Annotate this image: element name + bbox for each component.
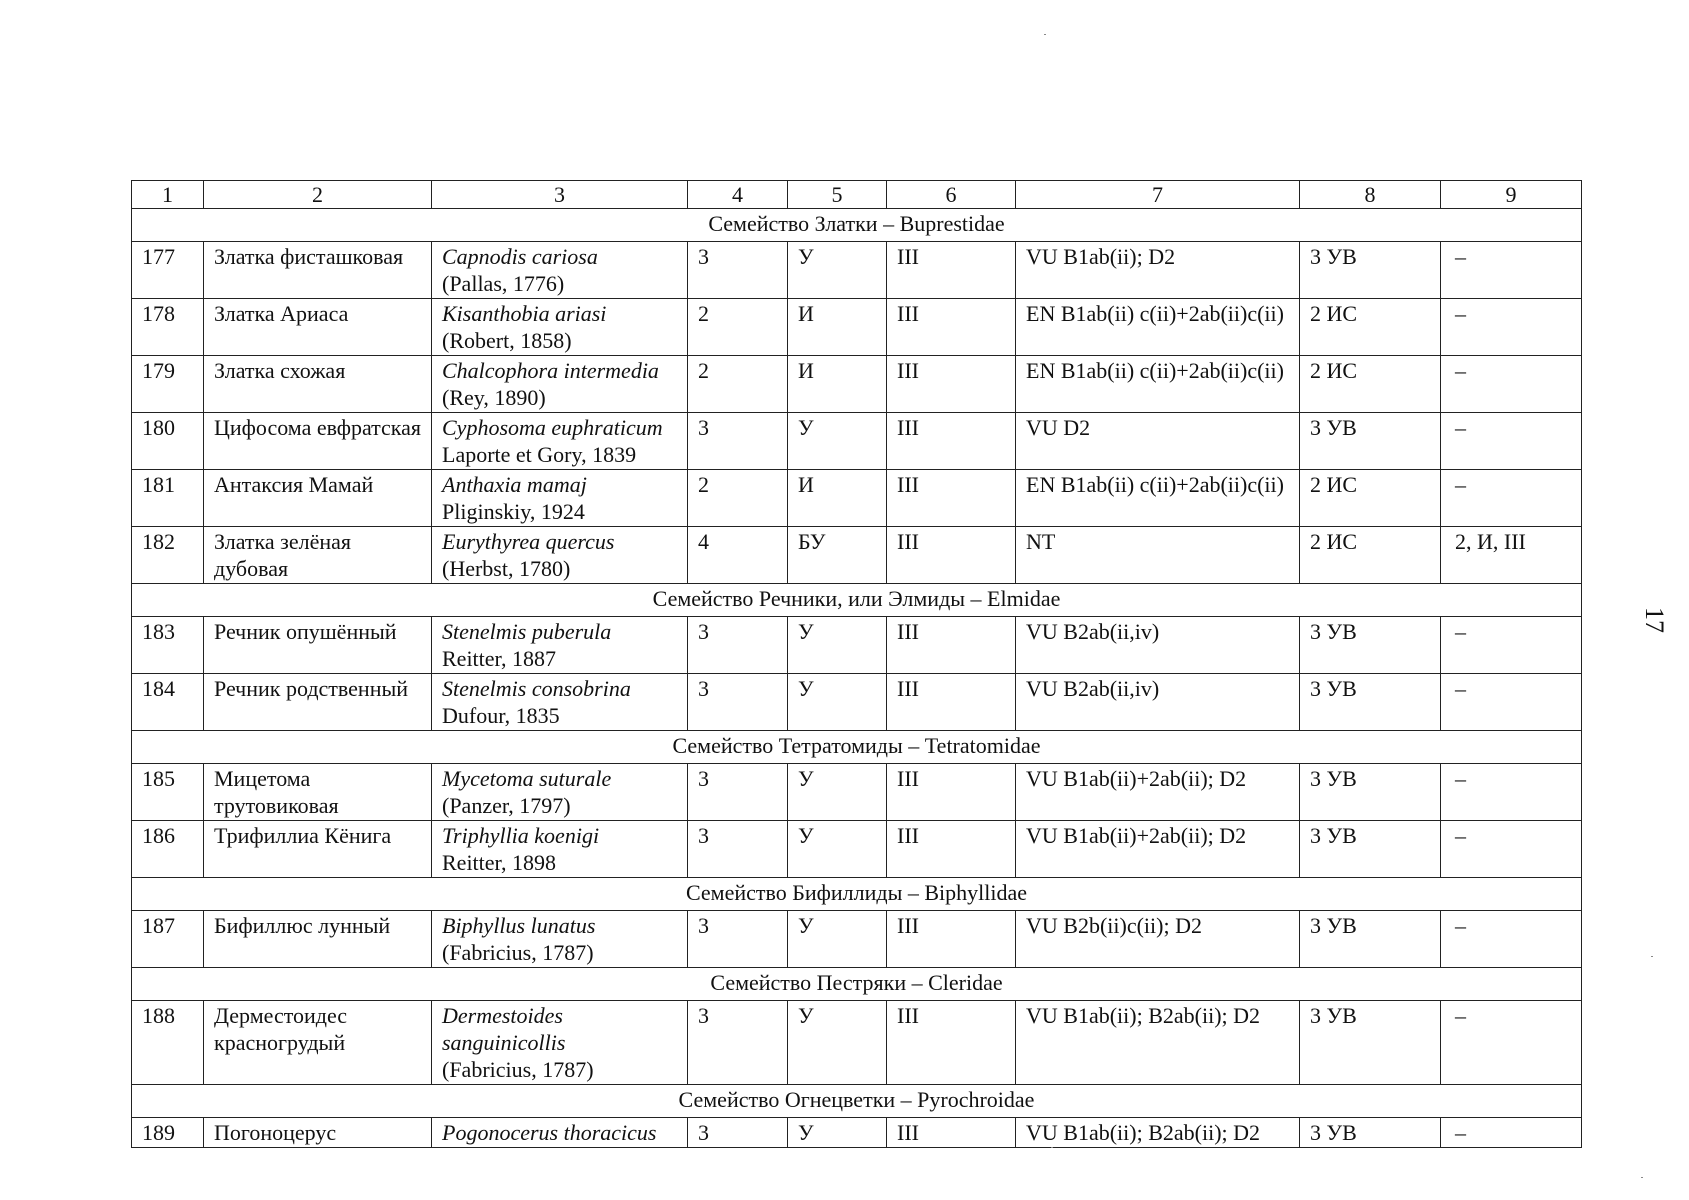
column-4-value: 3 xyxy=(688,674,788,731)
russian-name: Златка Ариаса xyxy=(204,299,432,356)
scientific-name xyxy=(432,821,688,878)
latin-name: Biphyllus lunatus xyxy=(442,913,596,938)
column-4-value: 2 xyxy=(688,299,788,356)
taxon-author: (Fabricius, 1787) xyxy=(442,1057,594,1082)
column-4-value: 3 xyxy=(688,1001,788,1085)
column-5-value: У xyxy=(788,413,887,470)
column-number: 2 xyxy=(204,181,432,209)
latin-name: Eurythyrea quercus xyxy=(442,529,615,554)
family-title: Семейство Огнецветки – Pyrochroidae xyxy=(132,1085,1582,1118)
row-number: 184 xyxy=(132,674,204,731)
column-4-value: 3 xyxy=(688,1118,788,1148)
scan-speck xyxy=(1051,1147,1053,1148)
column-7-value: EN B1ab(ii) c(ii)+2ab(ii)c(ii) xyxy=(1016,299,1300,356)
taxon-author: (Herbst, 1780) xyxy=(442,556,571,581)
column-6-value: III xyxy=(887,821,1016,878)
row-number: 186 xyxy=(132,821,204,878)
row-number: 180 xyxy=(132,413,204,470)
column-6-value: III xyxy=(887,413,1016,470)
column-6-value: III xyxy=(887,764,1016,821)
column-8-value: 3 УВ xyxy=(1300,1001,1441,1085)
column-number: 5 xyxy=(788,181,887,209)
column-4-value: 3 xyxy=(688,413,788,470)
column-number: 1 xyxy=(132,181,204,209)
column-7-value: VU B1ab(ii); D2 xyxy=(1016,242,1300,299)
row-number: 181 xyxy=(132,470,204,527)
column-8-value: 3 УВ xyxy=(1300,821,1441,878)
latin-name: Stenelmis puberula xyxy=(442,619,612,644)
scientific-name xyxy=(432,674,688,731)
column-number: 9 xyxy=(1441,181,1582,209)
page-number: 17 xyxy=(1640,607,1669,633)
species-table xyxy=(131,180,1582,1148)
column-9-value: – xyxy=(1441,413,1582,470)
scientific-name xyxy=(432,413,688,470)
taxon-author: Dufour, 1835 xyxy=(442,703,560,728)
column-4-value: 3 xyxy=(688,821,788,878)
row-number: 182 xyxy=(132,527,204,584)
column-5-value: БУ xyxy=(788,527,887,584)
scientific-name xyxy=(432,911,688,968)
table-row xyxy=(132,617,1582,674)
taxon-author: Laporte et Gory, 1839 xyxy=(442,442,637,467)
scientific-name xyxy=(432,242,688,299)
column-4-value: 2 xyxy=(688,356,788,413)
column-9-value: – xyxy=(1441,1118,1582,1148)
column-7-value: VU B2ab(ii,iv) xyxy=(1016,674,1300,731)
column-6-value: III xyxy=(887,242,1016,299)
russian-name: Речник опушённый xyxy=(204,617,432,674)
row-number: 178 xyxy=(132,299,204,356)
column-7-value: VU D2 xyxy=(1016,413,1300,470)
family-title: Семейство Пестряки – Cleridae xyxy=(132,968,1582,1001)
row-number: 177 xyxy=(132,242,204,299)
taxon-author: (Panzer, 1797) xyxy=(442,793,571,818)
table-row xyxy=(132,821,1582,878)
russian-name: Златка зелёная дубовая xyxy=(204,527,432,584)
russian-name: Мицетома трутовиковая xyxy=(204,764,432,821)
row-number: 185 xyxy=(132,764,204,821)
column-9-value: – xyxy=(1441,911,1582,968)
column-8-value: 3 УВ xyxy=(1300,1118,1441,1148)
latin-name: Stenelmis consobrina xyxy=(442,676,631,701)
column-4-value: 3 xyxy=(688,764,788,821)
column-6-value: III xyxy=(887,1118,1016,1148)
column-7-value: VU B1ab(ii); B2ab(ii); D2 xyxy=(1016,1118,1300,1148)
column-5-value: У xyxy=(788,911,887,968)
latin-name: Capnodis cariosa xyxy=(442,244,598,269)
column-9-value: 2, И, III xyxy=(1441,527,1582,584)
column-8-value: 3 УВ xyxy=(1300,674,1441,731)
taxon-author: (Pallas, 1776) xyxy=(442,271,565,296)
column-8-value: 2 ИС xyxy=(1300,299,1441,356)
latin-name: Kisanthobia ariasi xyxy=(442,301,607,326)
taxon-author: (Rey, 1890) xyxy=(442,385,546,410)
taxon-author: Pliginskiy, 1924 xyxy=(442,499,585,524)
table-row xyxy=(132,470,1582,527)
scan-speck xyxy=(1044,34,1046,35)
column-5-value: У xyxy=(788,821,887,878)
column-7-value: EN B1ab(ii) c(ii)+2ab(ii)c(ii) xyxy=(1016,356,1300,413)
column-4-value: 3 xyxy=(688,911,788,968)
column-9-value: – xyxy=(1441,470,1582,527)
column-number: 7 xyxy=(1016,181,1300,209)
scientific-name xyxy=(432,1118,688,1148)
column-4-value: 2 xyxy=(688,470,788,527)
table-row xyxy=(132,356,1582,413)
latin-name: Cyphosoma euphraticum xyxy=(442,415,663,440)
column-6-value: III xyxy=(887,911,1016,968)
column-8-value: 2 ИС xyxy=(1300,470,1441,527)
taxon-author: (Robert, 1858) xyxy=(442,328,572,353)
family-title: Семейство Бифиллиды – Biphyllidae xyxy=(132,878,1582,911)
family-title: Семейство Златки – Buprestidae xyxy=(132,209,1582,242)
column-6-value: III xyxy=(887,356,1016,413)
family-title: Семейство Речники, или Элмиды – Elmidae xyxy=(132,584,1582,617)
scientific-name xyxy=(432,299,688,356)
family-header-row xyxy=(132,1085,1582,1118)
latin-name: Dermestoides sanguinicollis xyxy=(442,1003,566,1055)
table-body xyxy=(132,209,1582,1148)
column-5-value: И xyxy=(788,299,887,356)
column-5-value: И xyxy=(788,356,887,413)
column-4-value: 3 xyxy=(688,242,788,299)
family-header-row xyxy=(132,209,1582,242)
table-row xyxy=(132,242,1582,299)
column-5-value: У xyxy=(788,242,887,299)
taxon-author: Reitter, 1898 xyxy=(442,850,556,875)
column-9-value: – xyxy=(1441,674,1582,731)
table-row xyxy=(132,527,1582,584)
family-header-row xyxy=(132,878,1582,911)
column-7-value: VU B1ab(ii)+2ab(ii); D2 xyxy=(1016,764,1300,821)
header-row xyxy=(132,181,1582,209)
column-number: 4 xyxy=(688,181,788,209)
column-9-value: – xyxy=(1441,764,1582,821)
column-4-value: 4 xyxy=(688,527,788,584)
table-row xyxy=(132,1001,1582,1085)
column-9-value: – xyxy=(1441,356,1582,413)
russian-name: Дерместоидес красногрудый xyxy=(204,1001,432,1085)
column-6-value: III xyxy=(887,674,1016,731)
column-6-value: III xyxy=(887,1001,1016,1085)
scientific-name xyxy=(432,527,688,584)
russian-name: Речник родственный xyxy=(204,674,432,731)
family-header-row xyxy=(132,731,1582,764)
column-4-value: 3 xyxy=(688,617,788,674)
column-8-value: 3 УВ xyxy=(1300,242,1441,299)
taxon-author: Reitter, 1887 xyxy=(442,646,556,671)
row-number: 187 xyxy=(132,911,204,968)
scientific-name xyxy=(432,764,688,821)
column-7-value: EN B1ab(ii) c(ii)+2ab(ii)c(ii) xyxy=(1016,470,1300,527)
column-7-value: VU B1ab(ii); B2ab(ii); D2 xyxy=(1016,1001,1300,1085)
column-9-value: – xyxy=(1441,299,1582,356)
row-number: 188 xyxy=(132,1001,204,1085)
column-8-value: 3 УВ xyxy=(1300,617,1441,674)
family-title: Семейство Тетратомиды – Tetratomidae xyxy=(132,731,1582,764)
column-number: 3 xyxy=(432,181,688,209)
column-6-value: III xyxy=(887,299,1016,356)
column-8-value: 3 УВ xyxy=(1300,764,1441,821)
table-row xyxy=(132,911,1582,968)
row-number: 179 xyxy=(132,356,204,413)
russian-name: Бифиллюс лунный xyxy=(204,911,432,968)
column-6-value: III xyxy=(887,617,1016,674)
family-header-row xyxy=(132,584,1582,617)
column-8-value: 2 ИС xyxy=(1300,527,1441,584)
scan-speck xyxy=(1651,956,1653,957)
column-5-value: У xyxy=(788,674,887,731)
column-6-value: III xyxy=(887,470,1016,527)
column-9-value: – xyxy=(1441,821,1582,878)
table-row xyxy=(132,764,1582,821)
latin-name: Chalcophora intermedia xyxy=(442,358,659,383)
scientific-name xyxy=(432,1001,688,1085)
taxon-author: (Fabricius, 1787) xyxy=(442,940,594,965)
scientific-name xyxy=(432,356,688,413)
column-5-value: И xyxy=(788,470,887,527)
column-5-value: У xyxy=(788,1118,887,1148)
column-9-value: – xyxy=(1441,1001,1582,1085)
scientific-name xyxy=(432,470,688,527)
latin-name: Pogonocerus thoracicus xyxy=(442,1120,657,1145)
table-row xyxy=(132,413,1582,470)
russian-name: Погоноцерус xyxy=(204,1118,432,1148)
table-row xyxy=(132,674,1582,731)
column-5-value: У xyxy=(788,1001,887,1085)
family-header-row xyxy=(132,968,1582,1001)
russian-name: Цифосома евфратская xyxy=(204,413,432,470)
column-number-header xyxy=(132,181,1582,209)
latin-name: Anthaxia mamaj xyxy=(442,472,587,497)
column-7-value: VU B2ab(ii,iv) xyxy=(1016,617,1300,674)
column-7-value: VU B2b(ii)c(ii); D2 xyxy=(1016,911,1300,968)
latin-name: Mycetoma suturale xyxy=(442,766,612,791)
column-7-value: NT xyxy=(1016,527,1300,584)
column-5-value: У xyxy=(788,764,887,821)
scan-speck xyxy=(1641,1177,1643,1178)
row-number: 183 xyxy=(132,617,204,674)
column-7-value: VU B1ab(ii)+2ab(ii); D2 xyxy=(1016,821,1300,878)
russian-name: Трифиллиа Кёнига xyxy=(204,821,432,878)
russian-name: Златка фисташковая xyxy=(204,242,432,299)
russian-name: Антаксия Мамай xyxy=(204,470,432,527)
column-5-value: У xyxy=(788,617,887,674)
table-row xyxy=(132,1118,1582,1148)
column-8-value: 3 УВ xyxy=(1300,413,1441,470)
column-number: 8 xyxy=(1300,181,1441,209)
table-row xyxy=(132,299,1582,356)
column-8-value: 3 УВ xyxy=(1300,911,1441,968)
row-number: 189 xyxy=(132,1118,204,1148)
column-8-value: 2 ИС xyxy=(1300,356,1441,413)
russian-name: Златка схожая xyxy=(204,356,432,413)
scientific-name xyxy=(432,617,688,674)
column-number: 6 xyxy=(887,181,1016,209)
column-9-value: – xyxy=(1441,242,1582,299)
column-6-value: III xyxy=(887,527,1016,584)
latin-name: Triphyllia koenigi xyxy=(442,823,600,848)
column-9-value: – xyxy=(1441,617,1582,674)
